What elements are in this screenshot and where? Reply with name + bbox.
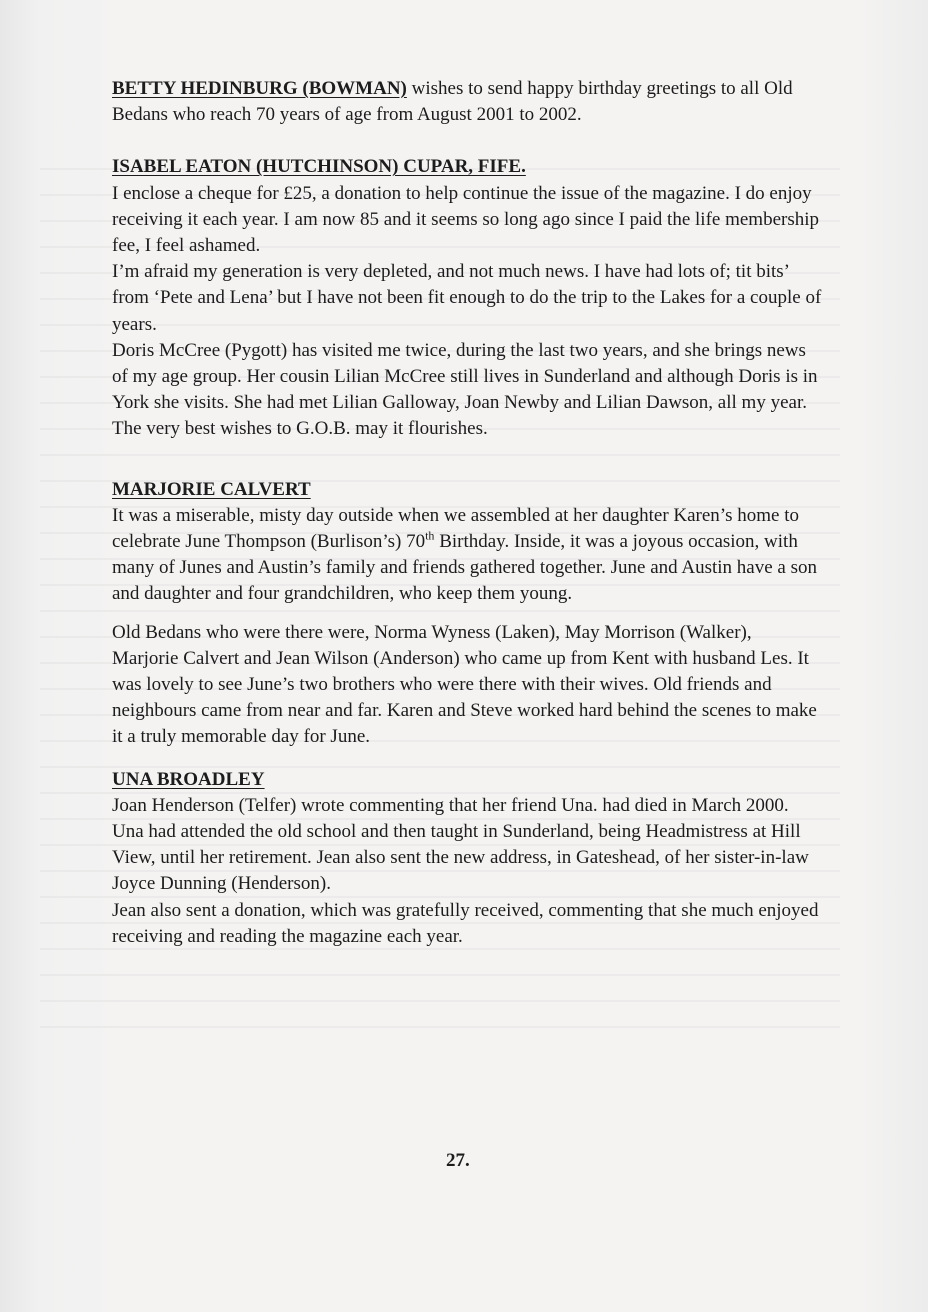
section-una-broadley xyxy=(112,767,822,950)
paragraph-text: It was a miserable, misty day outside when we assembled at her daughter Karen’s home to celebrate June Thompson (Burlison’s) 70 xyxy=(112,504,799,553)
section-paragraph: Jean also sent a donation, which was gratefully received, commenting that she much enjoyed receiving and reading the magazine each year. xyxy=(112,899,819,947)
section-paragraph xyxy=(112,76,822,128)
section-heading: ISABEL EATON (HUTCHINSON) CUPAR, FIFE. xyxy=(112,156,526,178)
ordinal-suffix: th xyxy=(425,528,435,543)
section-heading: MARJORIE CALVERT xyxy=(112,478,311,500)
section-isabel-eaton xyxy=(112,154,822,442)
paragraph-text: Birthday. Inside, it was a joyous occasion, with many of Junes and Austin’s family and friends gathered together. June and Austin have a son and daughter and four grandchildren, who keep them young. xyxy=(112,531,817,605)
page-number: 27. xyxy=(446,1150,470,1171)
section-marjorie-calvert xyxy=(112,477,822,751)
section-paragraph: Doris McCree (Pygott) has visited me twice, during the last two years, and she brings news of my age group. Her cousin Lilian McCree still lives in Sunderland and although Doris is in York she visits. She had met Lilian Galloway, Joan Newby and Lilian Dawson, all my year. xyxy=(112,339,818,414)
section-paragraph: I’m afraid my generation is very depleted, and not much news. I have had lots of; tit bits’ from ‘Pete and Lena’ but I have not been fit enough to do the trip to the Lakes for a couple of years. xyxy=(112,261,822,335)
section-text: wishes to send happy birthday greetings to all Old Bedans who reach 70 years of age from August 2001 to 2002. xyxy=(112,78,793,126)
section-paragraph: Joan Henderson (Telfer) wrote commenting that her friend Una. had died in March 2000. Una had attended the old school and then taught in Sunderland, being Headmistress at Hill View, until her retirement. Jean also sent the new address, in Gateshead, of her sister-in-law Joyce Dunning (Henderson). xyxy=(112,794,809,895)
section-paragraph: Old Bedans who were there were, Norma Wyness (Laken), May Morrison (Walker), Marjorie Calvert and Jean Wilson (Anderson) who came up from Kent with husband Les. It was lovely to see June’s two brothers who were there with their wives. Old friends and neighbours came from near and far. Karen and Steve worked hard behind the scenes to make it a truly memorable day for June. xyxy=(112,621,817,748)
section-heading: BETTY HEDINBURG (BOWMAN) xyxy=(112,78,407,99)
section-paragraph xyxy=(112,503,822,608)
section-paragraph: The very best wishes to G.O.B. may it flourishes. xyxy=(112,418,488,440)
section-betty-hedinburg xyxy=(112,76,822,128)
section-heading: UNA BROADLEY xyxy=(112,768,265,790)
page-content xyxy=(112,76,822,970)
section-paragraph: I enclose a cheque for £25, a donation to help continue the issue of the magazine. I do enjoy receiving it each year. I am now 85 and it seems so long ago since I paid the life membership fee, I feel ashamed. xyxy=(112,182,820,257)
